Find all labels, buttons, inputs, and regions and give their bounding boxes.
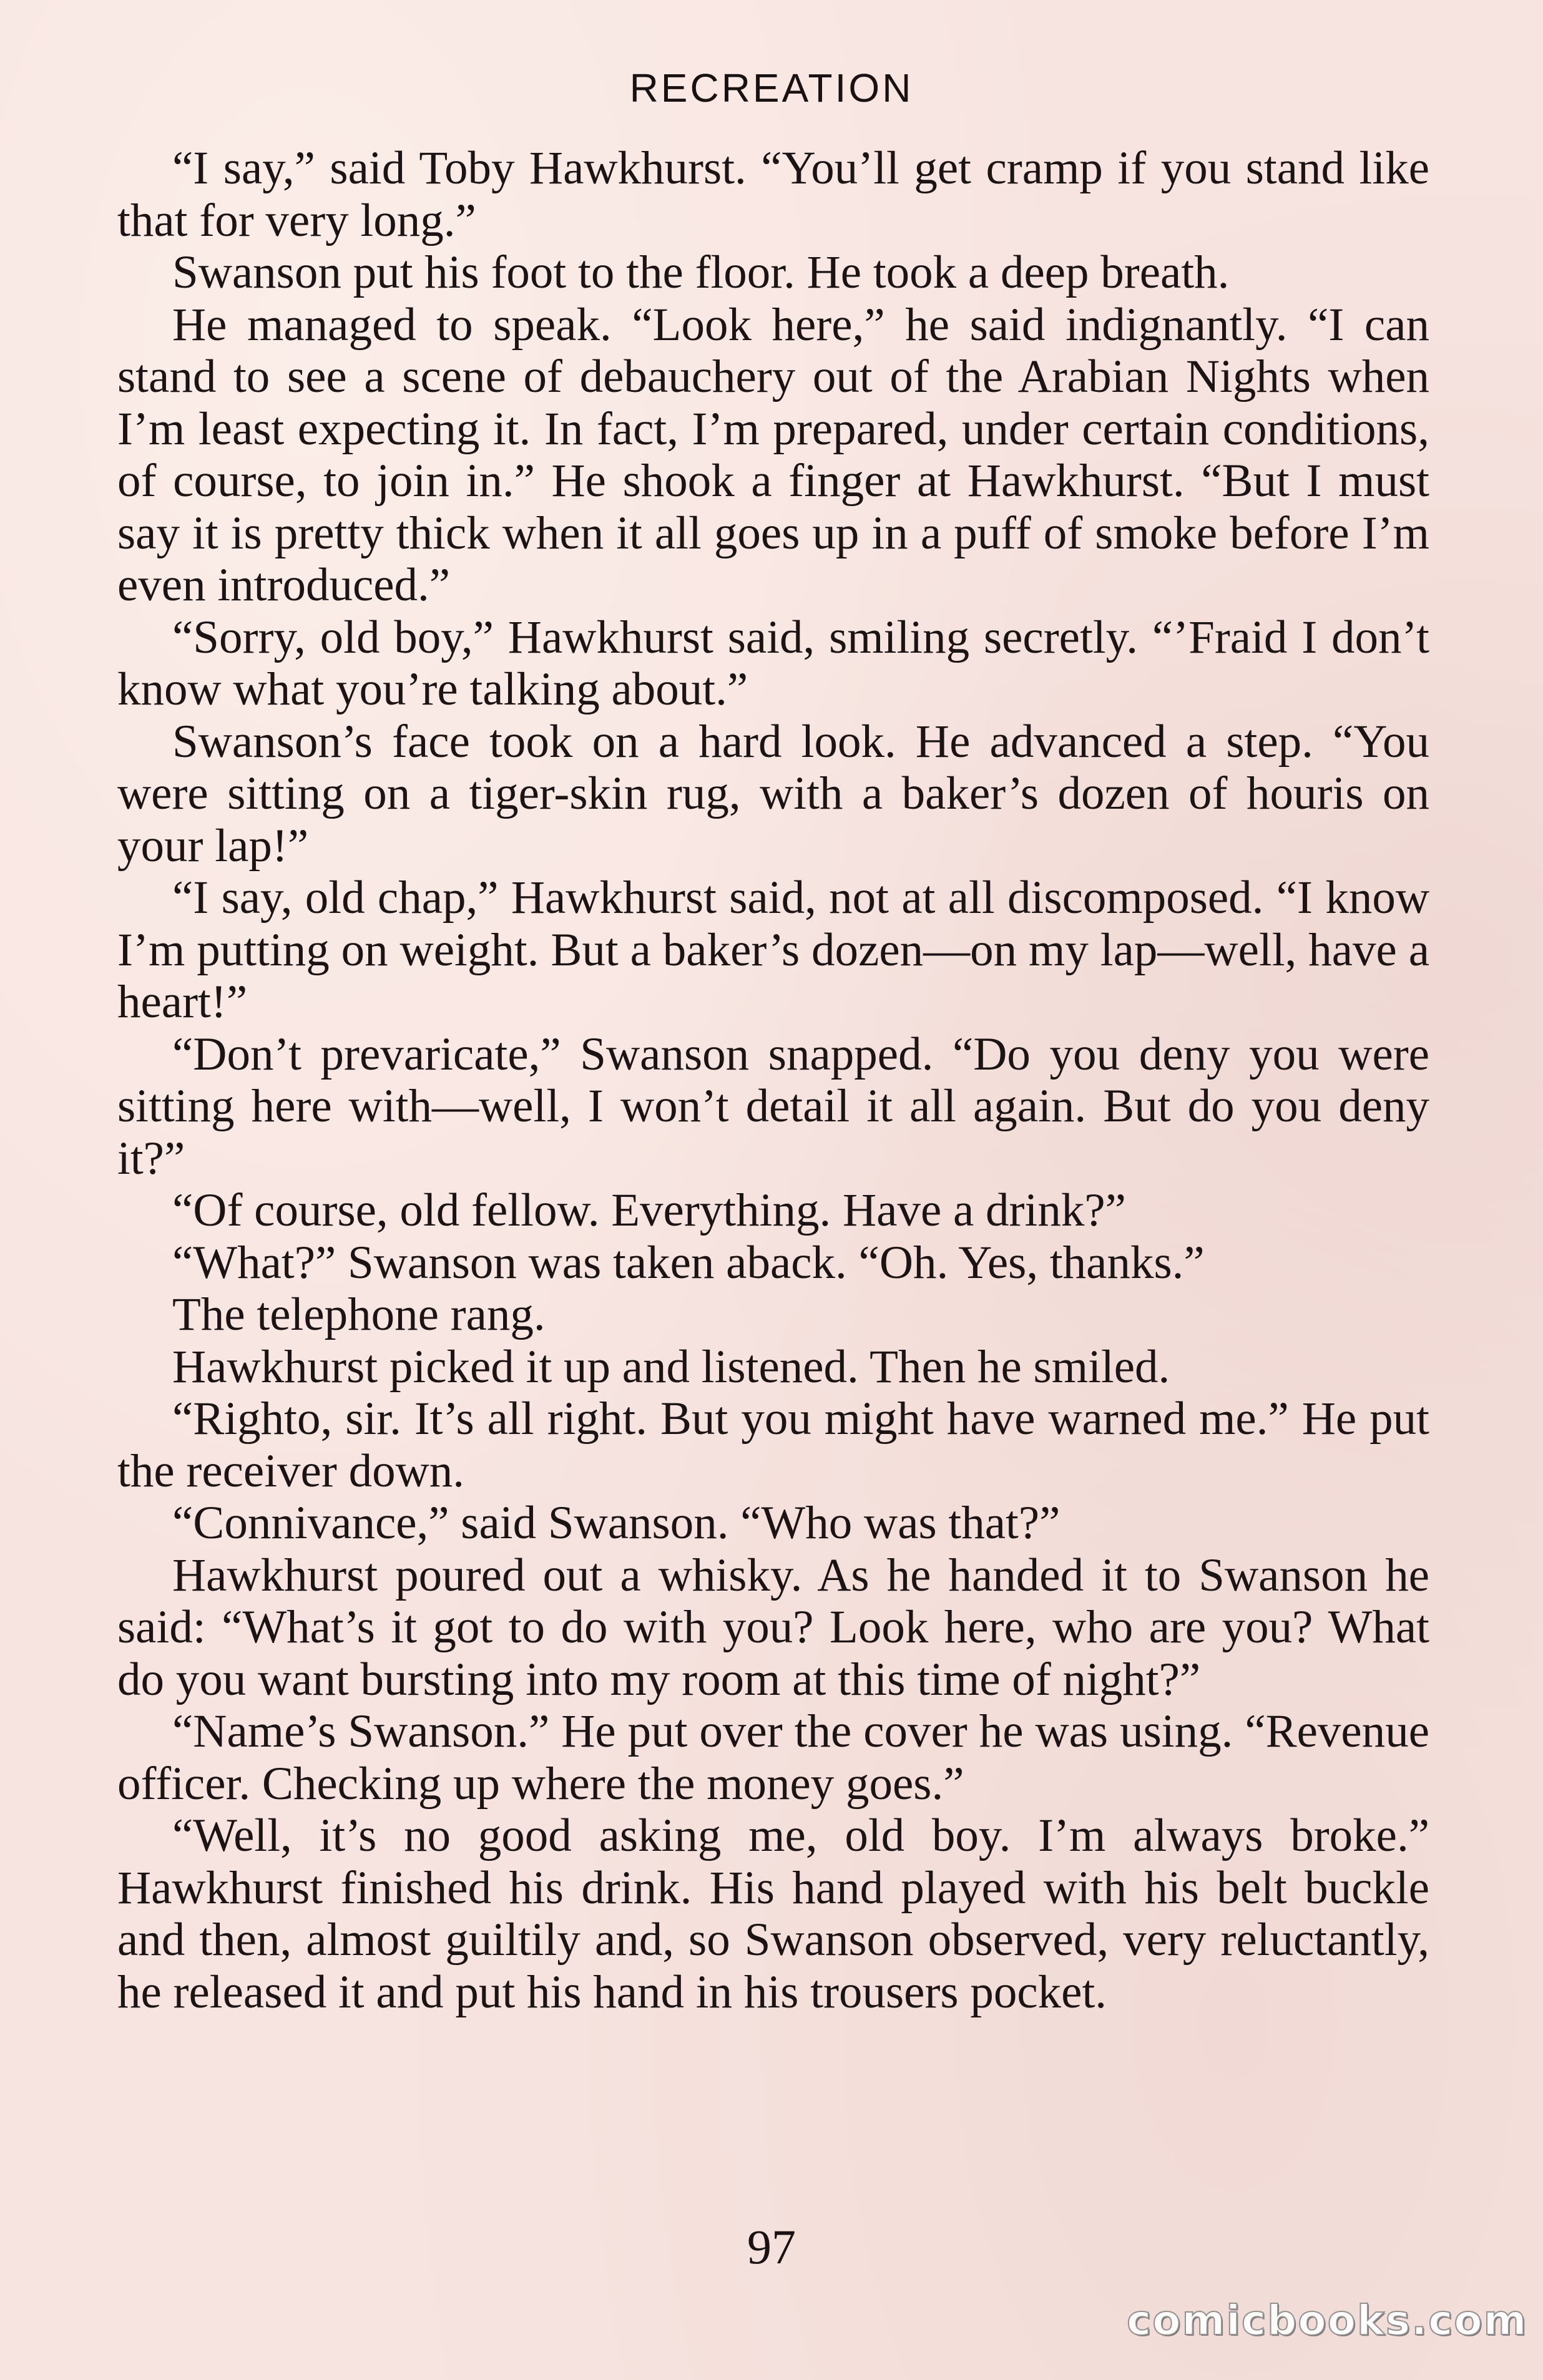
paragraph: “I say, old chap,” Hawkhurst said, not at all discomposed. “I know I’m putting on weight. But a baker’s dozen—on my lap—well, have a heart!” (117, 872, 1429, 1028)
paragraph: “I say,” said Toby Hawkhurst. “You’ll get cramp if you stand like that for very long.” (117, 142, 1429, 246)
paragraph: “What?” Swanson was taken aback. “Oh. Yes, thanks.” (172, 1236, 1205, 1289)
paragraph: “Righto, sir. It’s all right. But you might have warned me.” He put the receiver down. (117, 1393, 1429, 1497)
paragraph: “Sorry, old boy,” Hawkhurst said, smiling secretly. “’Fraid I don’t know what you’re talking about.” (117, 611, 1429, 715)
watermark: comicbooks.com (1127, 2296, 1528, 2344)
paragraph: “Name’s Swanson.” He put over the cover he was using. “Revenue officer. Checking up where the money goes.” (117, 1705, 1429, 1810)
paragraph: “Don’t prevaricate,” Swanson snapped. “Do you deny you were sitting here with—well, I won’t detail it all again. But do you deny it?” (117, 1028, 1429, 1184)
paragraph: Swanson’s face took on a hard look. He advanced a step. “You were sitting on a tiger-skin rug, with a baker’s dozen of houris on your lap!” (117, 715, 1429, 872)
paragraph: Hawkhurst picked it up and listened. Then he smiled. (172, 1340, 1170, 1393)
running-head: RECREATION (629, 66, 914, 110)
paragraph: “Connivance,” said Swanson. “Who was that?” (172, 1497, 1061, 1549)
paragraph: He managed to speak. “Look here,” he said indignantly. “I can stand to see a scene of debauchery out of the Arabian Nights when I’m least expecting it. In fact, I’m prepared, under certain conditions, of course, to join in.” He shook a finger at Hawkhurst. “But I must say it is pretty thick when it all goes up in a puff of smoke before I’m even introduced.” (117, 298, 1429, 611)
paragraph: Swanson put his foot to the floor. He took a deep breath. (172, 246, 1230, 298)
page-number: 97 (747, 2220, 796, 2274)
body-text (117, 142, 1429, 2018)
paragraph: Hawkhurst poured out a whisky. As he handed it to Swanson he said: “What’s it got to do with you? Look here, who are you? What do you want bursting into my room at this time of night?” (117, 1549, 1429, 1705)
paragraph: The telephone rang. (172, 1289, 546, 1340)
paragraph: “Of course, old fellow. Everything. Have a drink?” (172, 1184, 1126, 1236)
paragraph: “Well, it’s no good asking me, old boy. I’m always broke.” Hawkhurst finished his drink. His hand played with his belt buckle and then, almost guiltily and, so Swanson observed, very reluctantly, he released it and put his hand in his trousers pocket. (117, 1810, 1429, 2018)
